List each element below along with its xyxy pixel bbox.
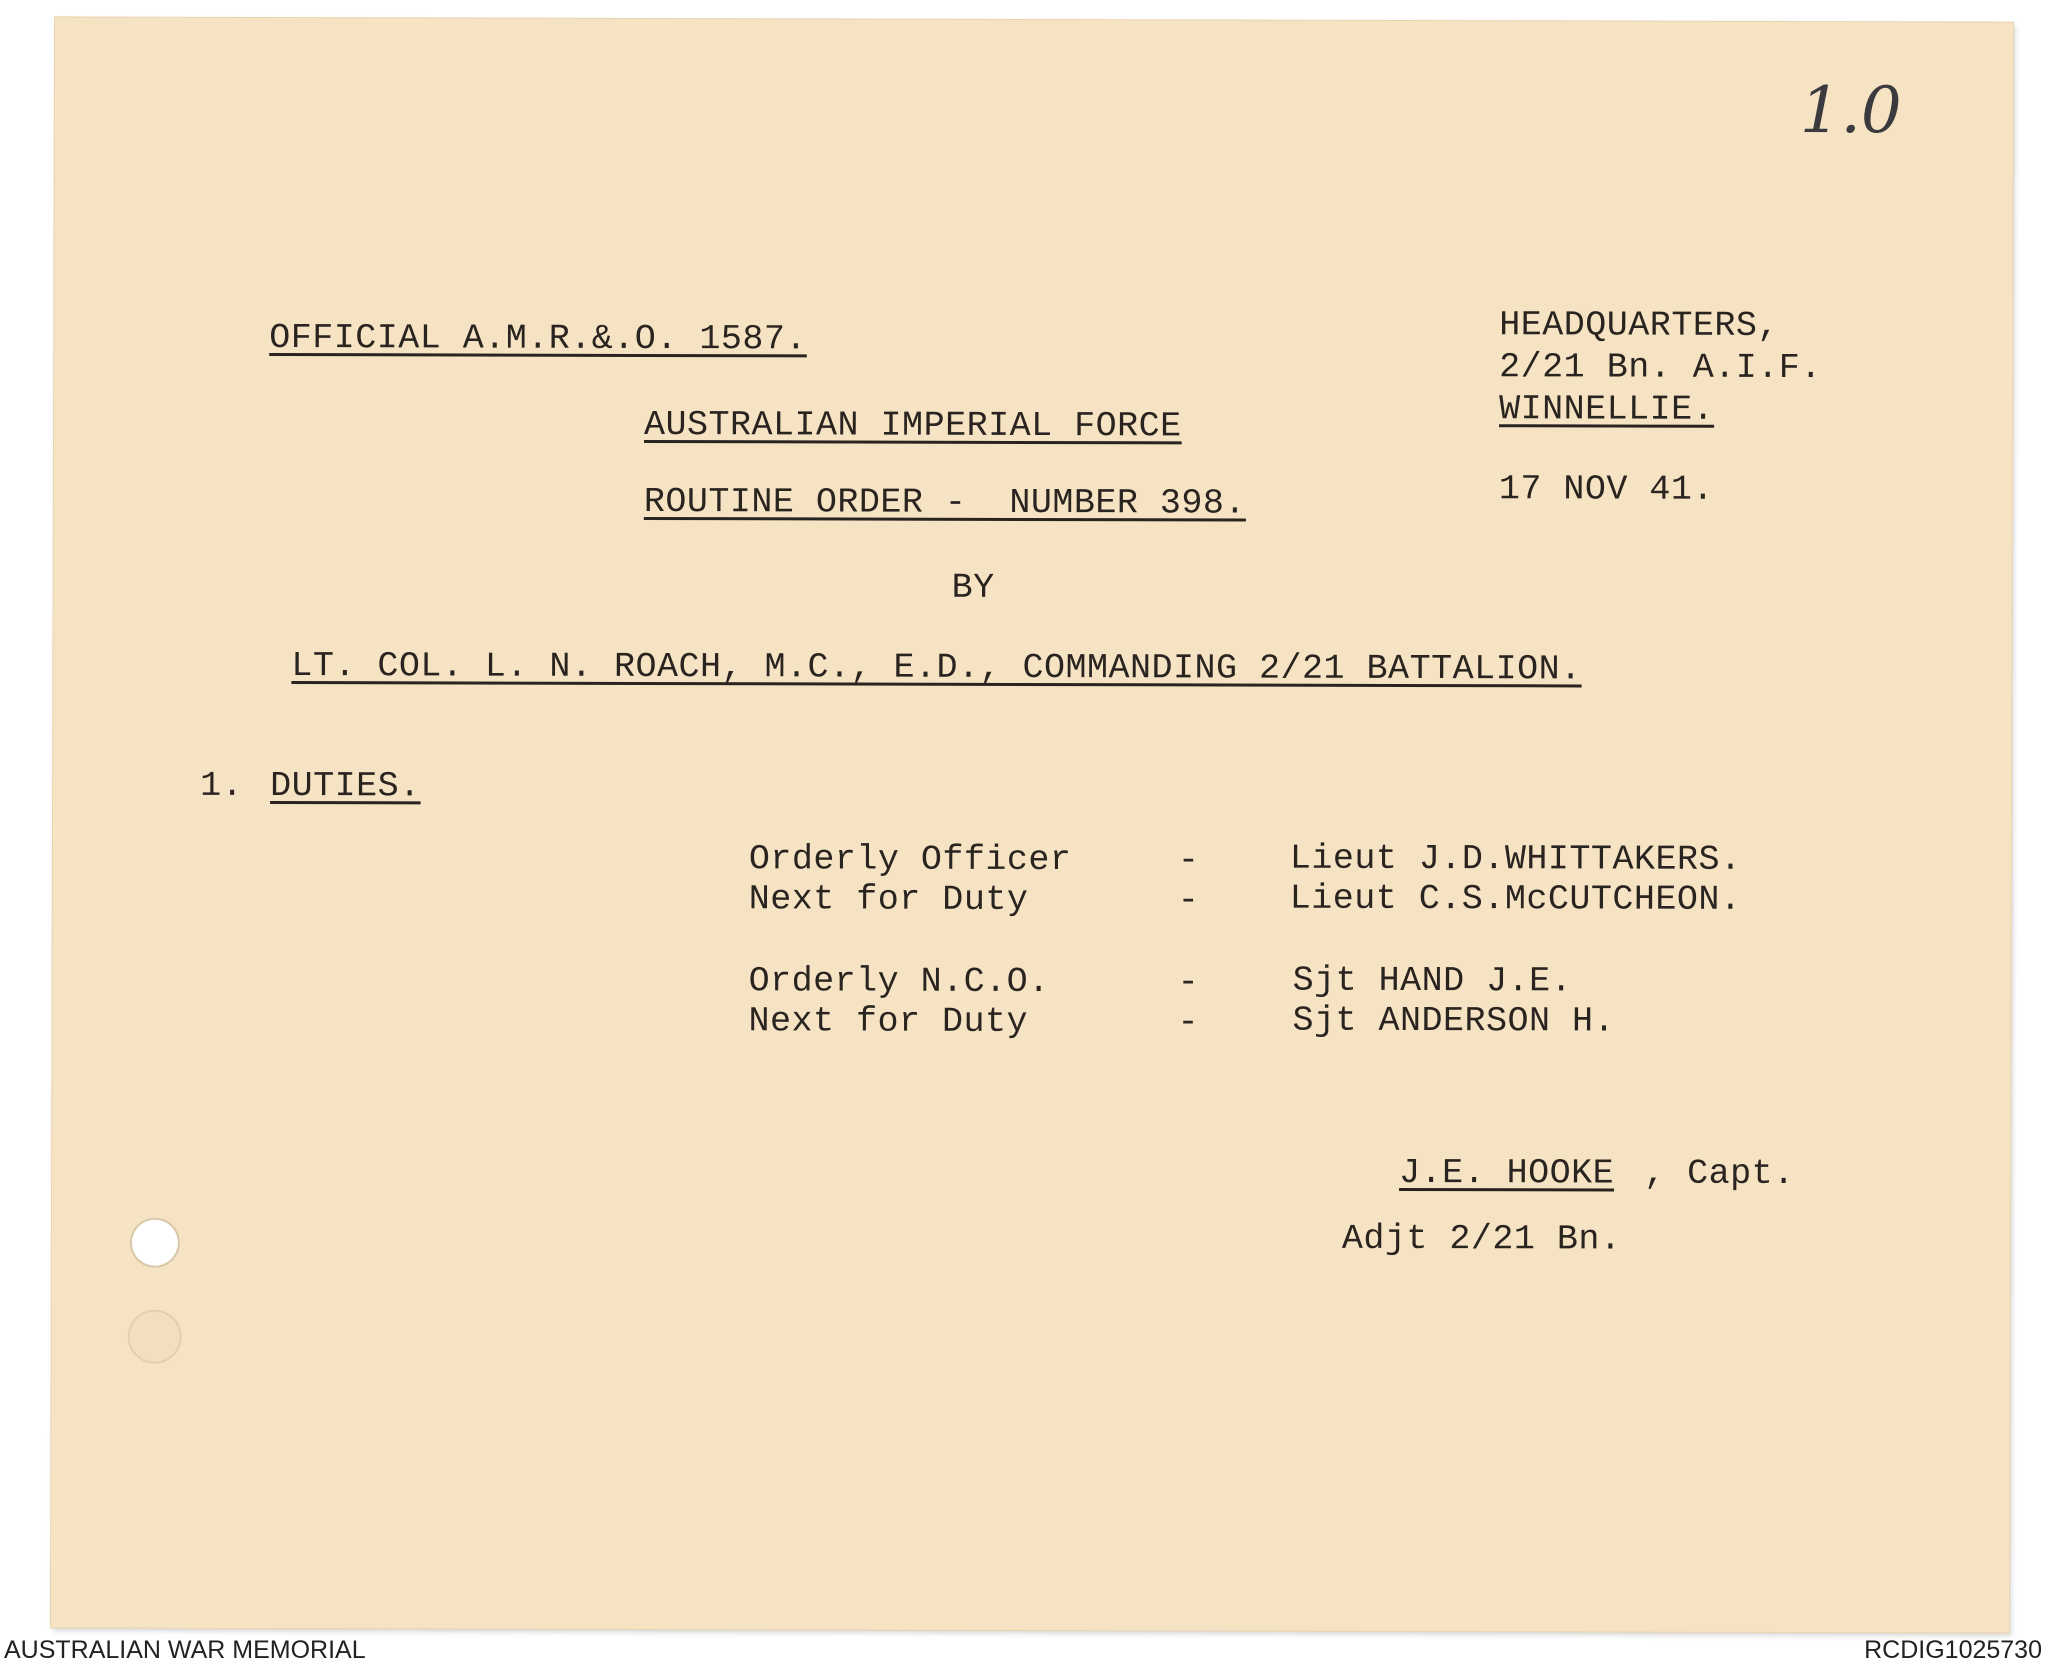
section-number: 1. <box>200 765 244 806</box>
signatory-name: J.E. HOOKE <box>1399 1152 1615 1194</box>
section-title: DUTIES. <box>270 766 421 807</box>
punch-hole-mark <box>128 1310 182 1364</box>
by-line: BY <box>951 567 995 608</box>
archive-reference: RCDIG1025730 <box>1864 1636 2042 1664</box>
duty-role: Next for Duty <box>748 879 1029 920</box>
official-reference: OFFICIAL A.M.R.&.O. 1587. <box>269 318 807 360</box>
duty-name: Lieut J.D.WHITTAKERS. <box>1289 838 1742 880</box>
duty-role: Orderly Officer <box>748 839 1072 881</box>
signatory-appointment: Adjt 2/21 Bn. <box>1341 1218 1622 1260</box>
order-date: 17 NOV 41. <box>1498 469 1714 510</box>
hq-line-3: WINNELLIE. <box>1499 389 1715 430</box>
duty-role: Next for Duty <box>748 1001 1029 1042</box>
archive-credit: AUSTRALIAN WAR MEMORIAL <box>4 1636 366 1664</box>
document-sheet <box>51 17 2013 1632</box>
commander-line: LT. COL. L. N. ROACH, M.C., E.D., COMMANDING 2/21 BATTALION. <box>291 646 1582 690</box>
duty-name: Lieut C.S.McCUTCHEON. <box>1289 878 1742 920</box>
handwritten-page-number: 1.0 <box>1799 74 1902 149</box>
punch-hole <box>130 1218 180 1268</box>
hq-line-1: HEADQUARTERS, <box>1499 305 1779 346</box>
signatory-rank: , Capt. <box>1644 1153 1795 1194</box>
duty-role: Orderly N.C.O. <box>748 961 1050 1003</box>
routine-order-title: ROUTINE ORDER - NUMBER 398. <box>643 481 1247 524</box>
hq-line-2: 2/21 Bn. A.I.F. <box>1499 347 1822 389</box>
duty-dash: - <box>1177 1002 1200 1043</box>
duty-name: Sjt HAND J.E. <box>1292 960 1573 1002</box>
duty-dash: - <box>1177 962 1200 1003</box>
duty-name: Sjt ANDERSON H. <box>1292 1000 1616 1042</box>
duty-dash: - <box>1177 880 1200 921</box>
force-title: AUSTRALIAN IMPERIAL FORCE <box>643 404 1182 447</box>
duty-dash: - <box>1177 840 1200 881</box>
